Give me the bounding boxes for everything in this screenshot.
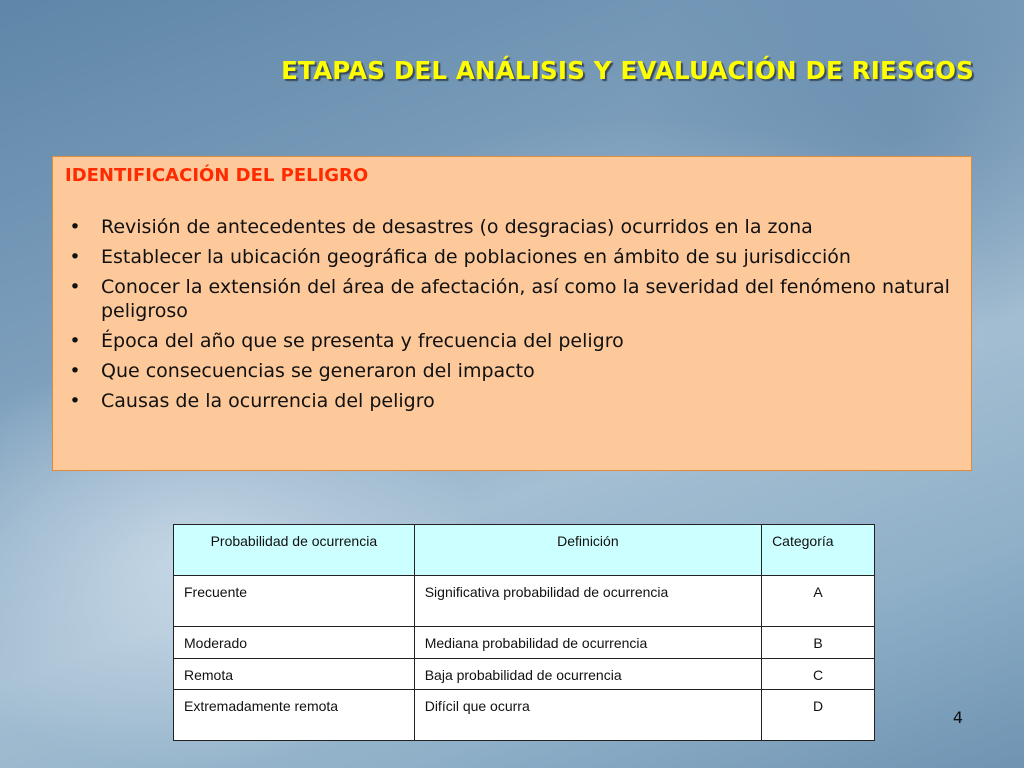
bullet-item — [65, 245, 959, 269]
cell-definition: Baja probabilidad de ocurrencia — [414, 659, 761, 690]
box-heading: IDENTIFICACIÓN DEL PELIGRO — [65, 165, 369, 186]
table-row — [174, 690, 875, 741]
bullet-dot: • — [69, 246, 81, 268]
cell-definition: Significativa probabilidad de ocurrencia — [414, 576, 761, 627]
bullet-dot: • — [69, 216, 81, 238]
bullet-dot: • — [69, 360, 81, 382]
cell-probability: Frecuente — [174, 576, 415, 627]
bullet-dot: • — [69, 390, 81, 412]
bullet-text: Que consecuencias se generaron del impacto — [101, 360, 535, 382]
page-number: 4 — [952, 708, 963, 727]
bullet-item — [65, 329, 959, 353]
bullet-item — [65, 275, 959, 323]
bullet-text: Causas de la ocurrencia del peligro — [101, 390, 435, 412]
column-header-category: Categoría — [762, 525, 875, 576]
bullet-dot: • — [69, 330, 81, 352]
column-header-definition: Definición — [414, 525, 761, 576]
table-row — [174, 659, 875, 690]
cell-definition: Mediana probabilidad de ocurrencia — [414, 627, 761, 659]
identification-box — [52, 156, 972, 471]
bullet-dot: • — [69, 276, 81, 298]
cell-probability: Extremadamente remota — [174, 690, 415, 741]
table-header-row — [174, 525, 875, 576]
bullet-item — [65, 359, 959, 383]
bullet-text: Conocer la extensión del área de afectación, así como la severidad del fenómeno natural peligroso — [101, 276, 950, 322]
column-header-probability: Probabilidad de ocurrencia — [174, 525, 415, 576]
cell-category: A — [762, 576, 875, 627]
cell-definition: Difícil que ocurra — [414, 690, 761, 741]
bullet-text: Época del año que se presenta y frecuencia del peligro — [101, 330, 624, 352]
cell-probability: Remota — [174, 659, 415, 690]
bullet-item — [65, 215, 959, 239]
cell-category: B — [762, 627, 875, 659]
bullet-text: Establecer la ubicación geográfica de poblaciones en ámbito de su jurisdicción — [101, 246, 851, 268]
table-row — [174, 627, 875, 659]
cell-category: D — [762, 690, 875, 741]
cell-probability: Moderado — [174, 627, 415, 659]
slide-title: ETAPAS DEL ANÁLISIS Y EVALUACIÓN DE RIESGOS — [281, 56, 974, 85]
bullet-text: Revisión de antecedentes de desastres (o desgracias) ocurridos en la zona — [101, 216, 813, 238]
bullet-item — [65, 389, 959, 413]
cell-category: C — [762, 659, 875, 690]
table-row — [174, 576, 875, 627]
probability-table — [173, 524, 875, 741]
bullet-list — [65, 215, 959, 413]
